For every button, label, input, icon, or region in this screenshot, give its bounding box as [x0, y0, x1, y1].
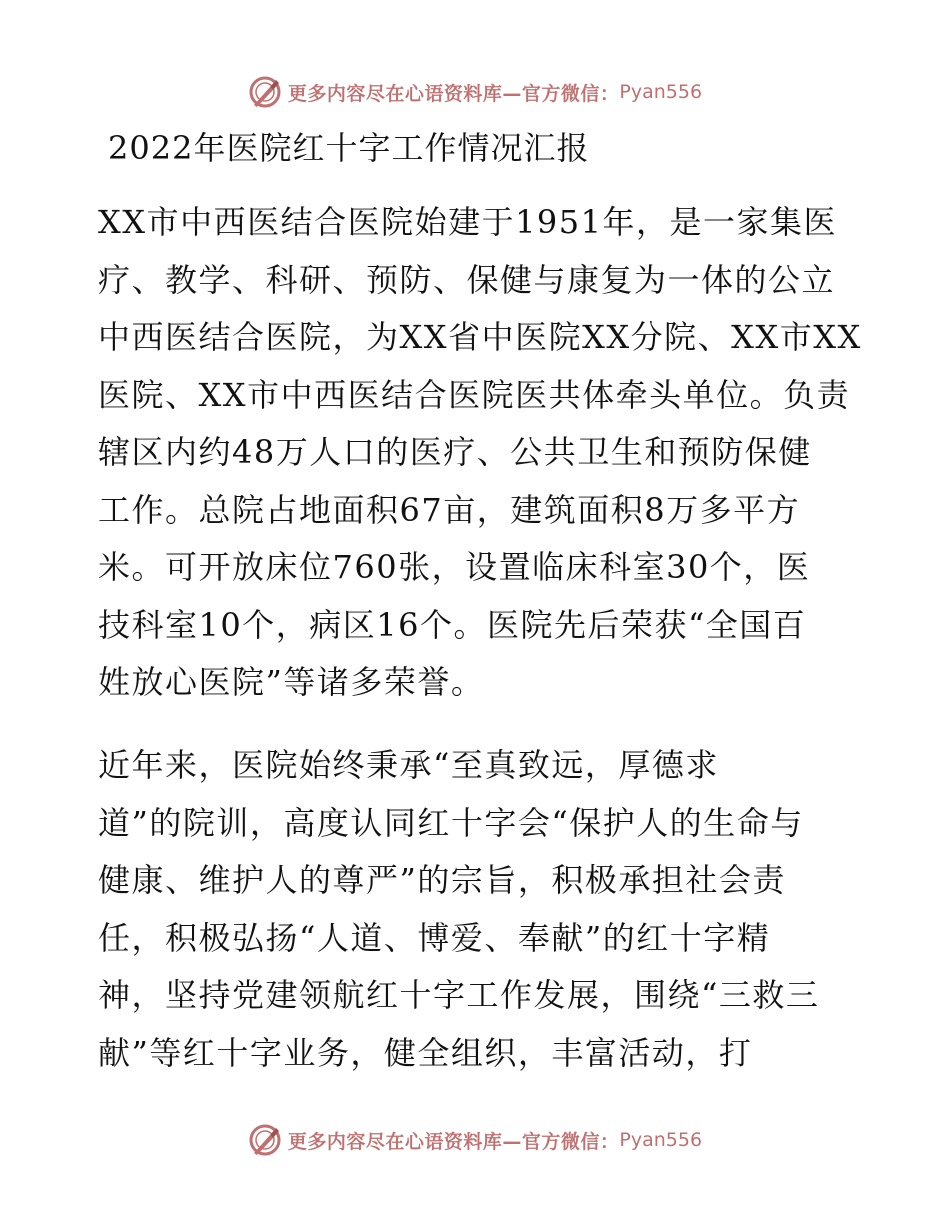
text-line: XX市中西医结合医院始建于1951年，是一家集医	[98, 203, 838, 241]
watermark-banner-bottom	[0, 1120, 950, 1160]
text-line: 任，积极弘扬“人道、博爱、奉献”的红十字精	[98, 918, 771, 957]
watermark-wechat-id: Pyan556	[619, 1129, 703, 1151]
watermark-content	[248, 75, 702, 109]
document-title: 2022年医院红十字工作情况汇报	[108, 129, 590, 167]
text-line: 辖区内约48万人口的医疗、公共卫生和预防保健	[98, 433, 812, 471]
text-line: 技科室10个，病区16个。医院先后荣获“全国百	[98, 605, 807, 644]
text-line: 姓放心医院”等诸多荣誉。	[98, 663, 485, 701]
pen-circle-logo-icon	[248, 75, 282, 109]
text-line: 工作。总院占地面积67亩，建筑面积8万多平方	[98, 490, 801, 529]
watermark-wechat-id: Pyan556	[619, 81, 703, 103]
paragraph-1	[98, 194, 862, 712]
text-line: 近年来，医院始终秉承“至真致远，厚德求	[98, 746, 719, 784]
watermark-content	[248, 1123, 702, 1157]
pen-circle-logo-icon	[248, 1123, 282, 1157]
watermark-text: 更多内容尽在心语资料库—官方微信：	[287, 82, 620, 105]
text-line: 神，坚持党建领航红十字工作发展，围绕“三救三	[98, 976, 820, 1014]
text-line: 中西医结合医院，为XX省中医院XX分院、XX市XX	[98, 318, 862, 356]
text-line: 献”等红十字业务，健全组织，丰富活动，打	[98, 1033, 753, 1072]
watermark-banner-top	[0, 72, 950, 112]
watermark-text: 更多内容尽在心语资料库—官方微信：	[287, 1130, 620, 1153]
text-line: 疗、教学、科研、预防、保健与康复为一体的公立	[98, 260, 836, 299]
text-line: 道”的院训，高度认同红十字会“保护人的生命与	[98, 803, 804, 842]
text-line: 健康、维护人的尊严”的宗旨，积极承担社会责	[98, 861, 786, 899]
text-line: 米。可开放床位760张，设置临床科室30个，医	[98, 548, 811, 586]
text-line: 医院、XX市中西医结合医院医共体牵头单位。负责	[98, 375, 851, 414]
paragraph-2	[98, 737, 858, 1082]
